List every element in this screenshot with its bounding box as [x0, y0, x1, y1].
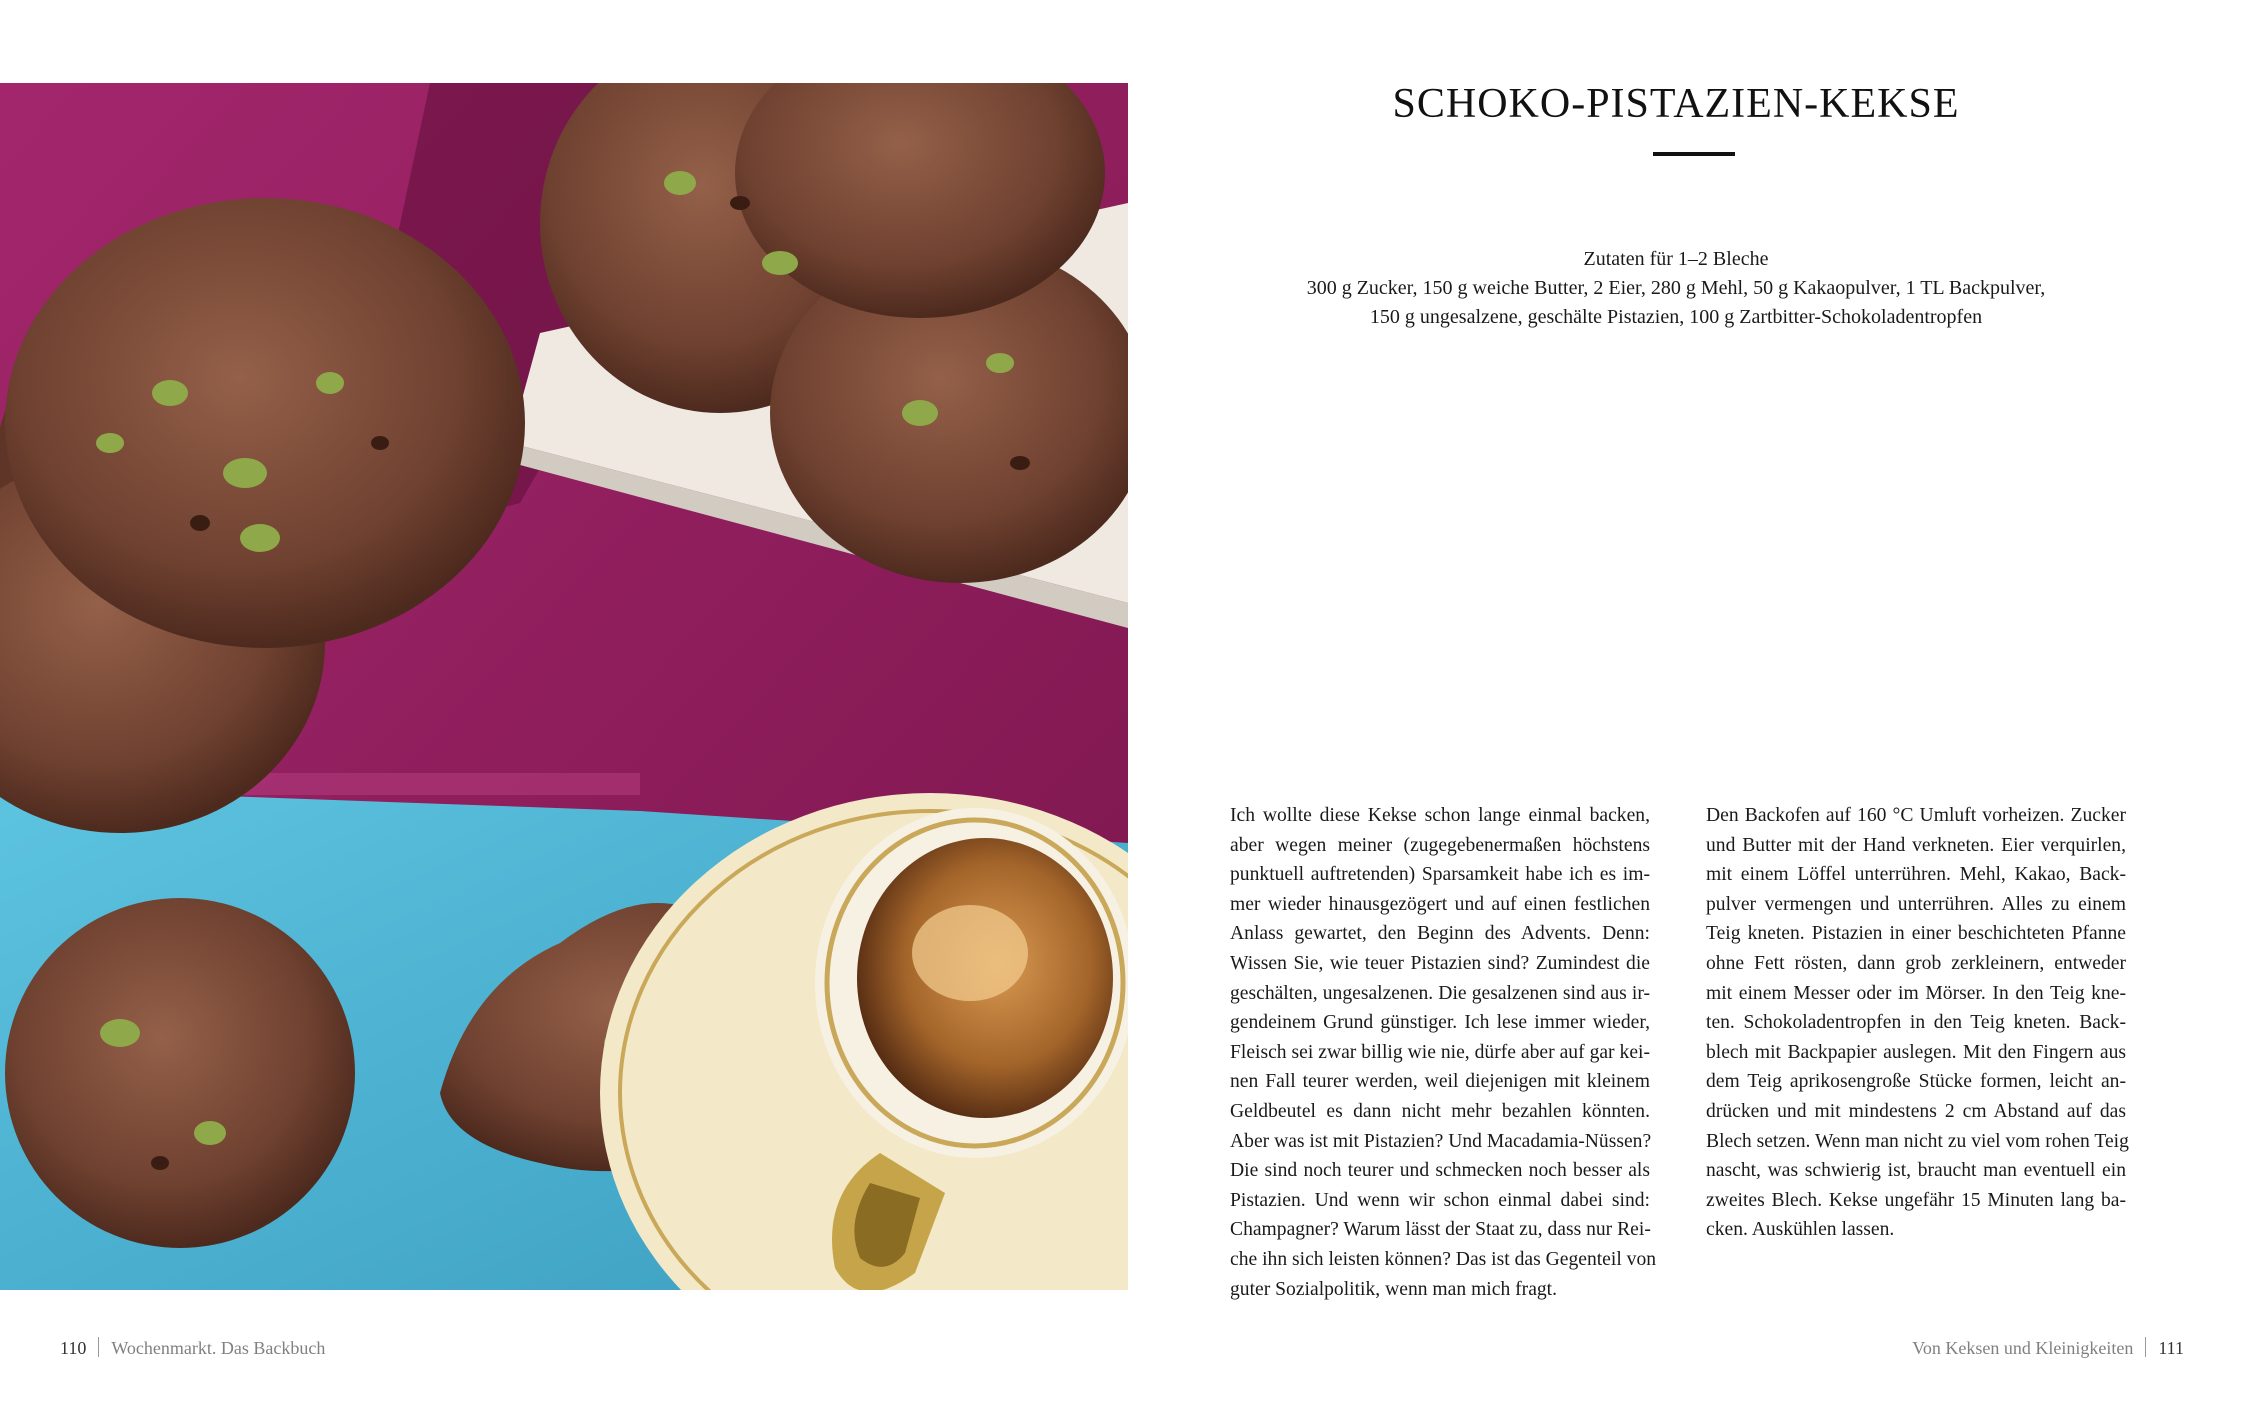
- intro-line: Ich wollte diese Kekse schon lange einmal backen,: [1230, 805, 1650, 826]
- right-page-footer: [1912, 1337, 2184, 1359]
- intro-line: aber wegen meiner (zugegebenermaßen höchstens: [1230, 834, 1650, 856]
- intro-line: Die sind noch teurer und schmecken noch besser als: [1230, 1160, 1650, 1182]
- method-line: mit einem Löffel unterrühren. Mehl, Kakao, Back-: [1706, 864, 2126, 886]
- method-line: pulver vermengen und unterrühren. Alles zu einem: [1706, 893, 2126, 915]
- intro-line: Anlass gewartet, den Beginn des Advents. Denn:: [1230, 923, 1650, 945]
- ingredients-line: 150 g ungesalzene, geschälte Pistazien, 100 g Zartbitter-Schokoladentropfen: [1369, 306, 1983, 328]
- footer-separator: [2145, 1337, 2146, 1357]
- intro-line: Pistazien. Und wenn wir schon einmal dabei sind:: [1230, 1189, 1650, 1211]
- method-line: mit einem Messer oder im Mörser. In den Teig kne-: [1706, 982, 2126, 1004]
- method-line: Blech setzen. Wenn man nicht zu viel vom rohen Teig: [1706, 1130, 2129, 1152]
- method-line: cken. Auskühlen lassen.: [1706, 1219, 1895, 1241]
- method-line: drücken und mit mindestens 2 cm Abstand auf das: [1706, 1100, 2126, 1122]
- intro-text-column: [1230, 801, 1657, 1304]
- title-divider: [1653, 152, 1735, 156]
- intro-line: che ihn sich leisten können? Das ist das Gegenteil von: [1230, 1248, 1657, 1270]
- ingredients-heading: Zutaten für 1–2 Bleche: [1583, 248, 1769, 270]
- method-line: zweites Blech. Kekse ungefähr 15 Minuten lang ba-: [1706, 1189, 2126, 1211]
- method-line: ten. Schokoladentropfen in den Teig kneten. Back-: [1706, 1012, 2126, 1034]
- book-title: Wochenmarkt. Das Backbuch: [111, 1338, 326, 1358]
- left-page-footer: [60, 1337, 325, 1359]
- recipe-title: SCHOKO-PISTAZIEN-KEKSE: [1392, 81, 1960, 127]
- method-line: dem Teig aprikosengroße Stücke formen, leicht an-: [1706, 1071, 2126, 1093]
- intro-line: Wissen Sie, wie teuer Pistazien sind? Zumindest die: [1230, 952, 1650, 974]
- page-number-right: 111: [2158, 1338, 2184, 1358]
- cookies-and-espresso-image: [0, 83, 1128, 1290]
- intro-line: mer wieder hinausgezögert und auf einen festlichen: [1230, 893, 1650, 915]
- intro-line: punktuell auftretenden) Sparsamkeit habe ich es im-: [1230, 864, 1650, 886]
- intro-line: Fleisch sei zwar billig wie nie, dürfe aber auf gar kei-: [1230, 1041, 1650, 1063]
- intro-line: geschälten, ungesalzenen. Die gesalzenen sind aus ir-: [1230, 982, 1650, 1004]
- method-line: und Butter mit der Hand verkneten. Eier verquirlen,: [1706, 834, 2126, 856]
- ingredients-line: 300 g Zucker, 150 g weiche Butter, 2 Eier, 280 g Mehl, 50 g Kakaopulver, 1 TL Backpulver,: [1306, 277, 2046, 299]
- chapter-title: Von Keksen und Kleinigkeiten: [1912, 1338, 2134, 1358]
- method-line: ohne Fett rösten, dann grob zerkleinern, entweder: [1706, 952, 2126, 974]
- intro-line: Aber was ist mit Pistazien? Und Macadamia-Nüssen?: [1230, 1130, 1652, 1152]
- method-line: Teig kneten. Pistazien in einer beschichteten Pfanne: [1706, 923, 2126, 945]
- recipe-photo: [0, 83, 1128, 1290]
- intro-line: guter Sozialpolitik, wenn man mich fragt.: [1230, 1278, 1558, 1300]
- intro-line: nen Fall teurer werden, weil diejenigen mit kleinem: [1230, 1071, 1650, 1093]
- page-number-left: 110: [60, 1338, 87, 1358]
- method-line: blech mit Backpapier auslegen. Mit den Fingern aus: [1706, 1041, 2126, 1063]
- footer-separator: [98, 1337, 99, 1357]
- intro-line: gendeinem Grund günstiger. Ich lese immer wieder,: [1230, 1012, 1650, 1034]
- method-text-column: [1706, 801, 2129, 1245]
- intro-line: Champagner? Warum lässt der Staat zu, dass nur Rei-: [1230, 1219, 1651, 1241]
- method-line: nascht, was schwierig ist, braucht man eventuell ein: [1706, 1160, 2126, 1182]
- intro-line: Geldbeutel es dann nicht mehr bezahlen könnten.: [1230, 1100, 1650, 1122]
- ingredients-block: [1236, 245, 2116, 332]
- method-line: Den Backofen auf 160 °C Umluft vorheizen. Zucker: [1706, 805, 2126, 826]
